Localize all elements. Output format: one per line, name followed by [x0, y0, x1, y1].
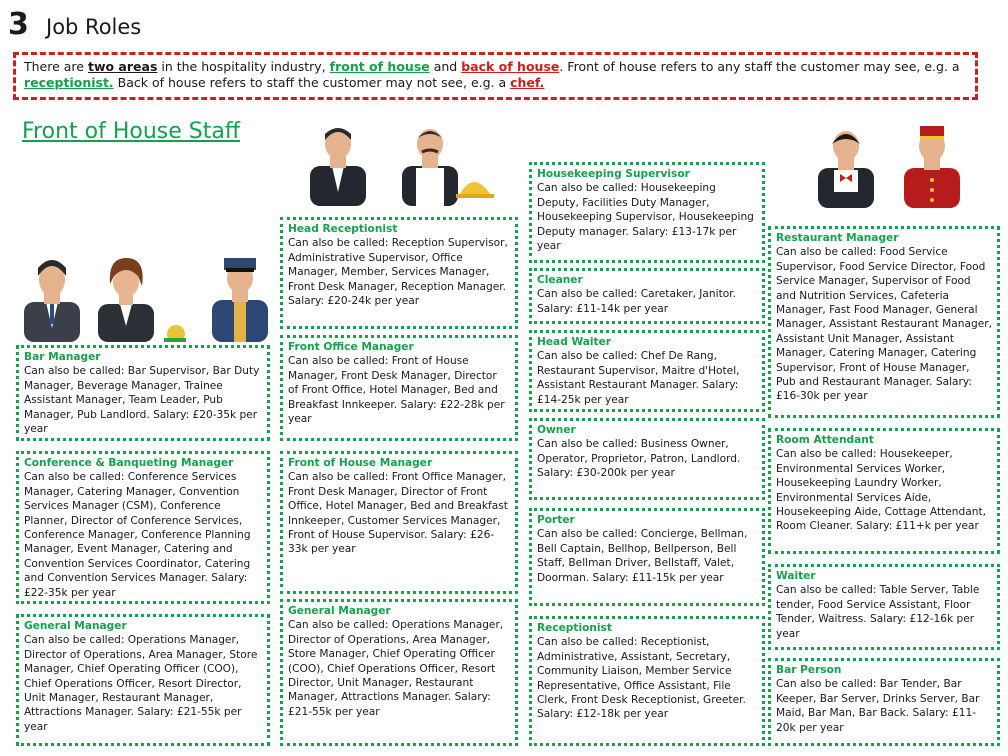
role-description: Can also be called: Concierge, Bellman, Bell Captain, Bellhop, Bellperson, Bell Staff, Bellman Driver, Bellstaff, Valet, Doorman. Salary: £11-15k per year	[537, 528, 748, 584]
role-card-front-office-manager	[280, 335, 518, 441]
role-card-front-of-house-manager	[280, 451, 518, 594]
role-description: Can also be called: Conference Services Manager, Catering Manager, Convention Services Manager (CSM), Conference Planner, Director of Conference Services, Conference Manager, Conference Planning Manager, Event Manager, Catering and Convention Services Coordinator, Catering and Convention Services Manager. Salary: £22-35k per year	[24, 471, 251, 599]
role-description: Can also be called: Chef De Rang, Restaurant Supervisor, Maitre d'Hotel, Assistant Restaurant Manager. Salary: £14-25k per year	[537, 350, 740, 406]
role-title: Porter	[537, 514, 575, 526]
role-card-restaurant-manager	[768, 226, 1000, 418]
role-description: Can also be called: Reception Supervisor, Administrative Supervisor, Office Manager, Member, Services Manager, Front Desk Manager, Reception Manager. Salary: £20-24k per year	[288, 237, 508, 308]
role-title: General Manager	[288, 605, 391, 617]
role-card-cleaner	[529, 268, 765, 324]
role-title: Room Attendant	[776, 434, 874, 446]
role-card-bar-manager	[16, 345, 270, 441]
role-description: Can also be called: Front of House Manager, Front Desk Manager, Director of Front Office, Hotel Manager, Bed and Breakfast Innkeeper. Salary: £22-28k per year	[288, 355, 505, 426]
role-title: Cleaner	[537, 274, 583, 286]
intro-chef: chef.	[510, 75, 545, 90]
role-title: Owner	[537, 424, 576, 436]
intro-text: There are	[24, 59, 88, 74]
porter-illustration	[900, 124, 964, 208]
role-description: Can also be called: Business Owner, Operator, Proprietor, Patron, Landlord. Salary: £30-200k per year	[537, 438, 741, 480]
intro-front-of-house: front of house	[329, 59, 430, 74]
intro-box	[13, 52, 978, 100]
role-card-bar-person	[768, 658, 1000, 746]
role-description: Can also be called: Food Service Supervisor, Food Service Director, Food Service Manager, Supervisor of Food and Nutrition Services, Cafeteria Manager, Fast Food Manager, General Manager, Assistant Restaurant Manager, Assistant Unit Manager, Assistant Manager, Catering Manager, Catering Supervisor, Front of House Manager, Pub and Restaurant Manager. Salary: £16-30k per year	[776, 246, 992, 403]
intro-receptionist: receptionist.	[24, 75, 114, 90]
role-description: Can also be called: Bar Tender, Bar Keeper, Bar Server, Drinks Server, Bar Maid, Bar Man, Bar Back. Salary: £11-20k per year	[776, 678, 980, 734]
role-title: Head Receptionist	[288, 223, 398, 235]
intro-text: . Front of house refers to any staff the customer may see, e.g. a	[559, 59, 960, 74]
role-title: Waiter	[776, 570, 816, 582]
role-card-waiter	[768, 564, 1000, 650]
role-title: Conference & Banqueting Manager	[24, 457, 234, 469]
role-card-general-manager-middle	[280, 599, 518, 746]
role-title: Restaurant Manager	[776, 232, 899, 244]
male-manager-figure	[24, 260, 80, 342]
role-description: Can also be called: Bar Supervisor, Bar Duty Manager, Beverage Manager, Trainee Assistant Manager, Team Leader, Pub Manager, Pub Landlord. Salary: £20-35k per year	[24, 365, 260, 436]
role-description: Can also be called: Table Server, Table tender, Food Service Assistant, Floor Tender, Waitress. Salary: £12-16k per year	[776, 584, 980, 640]
waiter-illustration	[398, 122, 498, 206]
role-card-room-attendant	[768, 428, 1000, 554]
intro-text: and	[429, 59, 462, 74]
role-card-receptionist	[529, 616, 765, 746]
section-title: Front of House Staff	[22, 119, 241, 144]
intro-text: in the hospitality industry,	[157, 59, 330, 74]
role-title: Bar Manager	[24, 351, 101, 363]
bar-manager-illustrations	[16, 250, 186, 342]
intro-text: Back of house refers to staff the customer may not see, e.g. a	[113, 75, 511, 90]
role-title: Front Office Manager	[288, 341, 414, 353]
intro-two-areas: two areas	[87, 59, 158, 74]
role-title: Receptionist	[537, 622, 612, 634]
role-title: General Manager	[24, 620, 127, 632]
role-title: Front of House Manager	[288, 457, 433, 469]
role-description: Can also be called: Operations Manager, Director of Operations, Area Manager, Store Manager, Chief Operating Officer (COO), Chief Operations Officer, Resort Director, Unit Manager, Restaurant Manager, Attractions Manager. Salary: £21-55k per year	[24, 634, 258, 733]
role-card-housekeeping-supervisor	[529, 162, 765, 263]
role-description: Can also be called: Housekeeper, Environmental Services Worker, Housekeeping Laundry Worker, Environmental Services Aide, Housekeeping Aide, Cottage Attendant, Room Cleaner. Salary: £11+k per year	[776, 448, 986, 533]
doorman-illustration	[208, 248, 272, 342]
page-title: Job Roles	[46, 15, 142, 39]
role-title: Housekeeping Supervisor	[537, 168, 690, 180]
role-card-head-receptionist	[280, 217, 518, 329]
role-title: Head Waiter	[537, 336, 612, 348]
role-description: Can also be called: Housekeeping Deputy, Facilities Duty Manager, Housekeeping Supervisor, Housekeeping Deputy manager. Salary: £13-17k per year	[537, 182, 754, 253]
page-number: 3	[8, 7, 29, 42]
role-description: Can also be called: Receptionist, Administrative, Assistant, Secretary, Community Liaison, Member Service Representative, Office Assistant, File Clerk, Front Desk Receptionist, Greeter. Salary: £12-18k per year	[537, 636, 746, 721]
role-card-conference-banqueting-manager	[16, 451, 270, 604]
role-card-owner	[529, 418, 765, 500]
role-title: Bar Person	[776, 664, 842, 676]
head-receptionist-illustration	[306, 122, 370, 206]
role-description: Can also be called: Caretaker, Janitor. Salary: £11-14k per year	[537, 288, 736, 315]
role-card-porter	[529, 508, 765, 606]
female-manager-figure	[98, 258, 186, 342]
restaurant-manager-illustration	[814, 124, 878, 208]
role-description: Can also be called: Front Office Manager, Front Desk Manager, Director of Front Office, Hotel Manager, Bed and Breakfast Innkeeper, Customer Services Manager, Front of House Supervisor. Salary: £26-33k per year	[288, 471, 508, 556]
role-card-head-waiter	[529, 330, 765, 412]
role-card-general-manager-left	[16, 614, 270, 746]
intro-back-of-house: back of house	[461, 59, 560, 74]
role-description: Can also be called: Operations Manager, Director of Operations, Area Manager, Store Manager, Chief Operating Officer (COO), Chief Operations Officer, Resort Director, Unit Manager, Restaurant Manager, Attractions Manager. Salary: £21-55k per year	[288, 619, 504, 718]
